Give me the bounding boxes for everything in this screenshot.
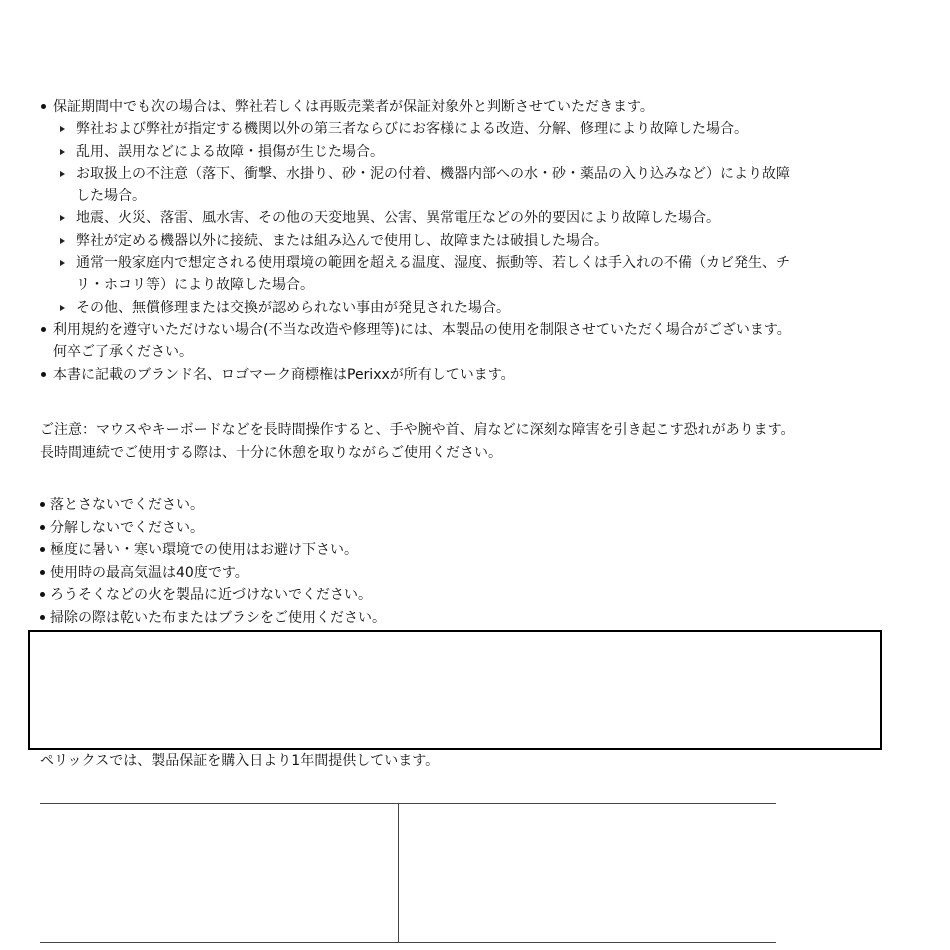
trademark-note-item — [40, 364, 800, 386]
table-column-divider — [398, 803, 399, 942]
exclusion-text: 弊社が定める機器以外に接続、または組み込んで使用し、故障または破損した場合。 — [76, 232, 608, 249]
exclusion-item — [40, 141, 800, 163]
bullet-icon — [41, 327, 46, 332]
safety-note-text: 使用時の最高気温は40度です。 — [50, 564, 249, 581]
warranty-period-text: ペリックスでは、製品保証を購入日より1年間提供しています。 — [40, 753, 440, 769]
triangle-bullet-icon — [60, 305, 65, 311]
safety-note-text: 極度に暑い・寒い環境での使用はお避け下さい。 — [50, 542, 358, 558]
bullet-icon — [41, 104, 46, 109]
triangle-bullet-icon — [60, 126, 65, 132]
bullet-icon — [40, 592, 45, 597]
safety-note-item — [40, 562, 800, 585]
safety-note-text: 掃除の際は乾いた布またはブラシをご使用ください。 — [50, 609, 386, 626]
bullet-icon — [40, 615, 45, 620]
exclusion-item — [40, 252, 800, 297]
exclusion-text: お取扱上の不注意（落下、衝撃、水掛り、砂・泥の付着、機器内部への水・砂・薬品の入り込みなど）により故障した場合。 — [76, 165, 790, 205]
exclusion-text: 乱用、誤用などによる故障・損傷が生じた場合。 — [76, 143, 384, 160]
exclusion-text: 通常一般家庭内で想定される使用環境の範囲を超える温度、湿度、振動等、若しくは手入れの不備（カビ発生、チリ・ホコリ等）により故障した場合。 — [76, 255, 790, 294]
caution-paragraph: ご注意：マウスやキーボードなどを長時間操作すると、手や腕や首、肩などに深刻な障害を引き起こす恐れがあります。長時間連続でご使用する際は、十分に休憩を取りながらご使用ください。 — [40, 422, 795, 461]
warranty-intro-item — [40, 96, 800, 118]
trademark-note-text: 本書に記載のブランド名、ロゴマーク商標権はPerixxが所有しています。 — [53, 366, 515, 383]
exclusion-item — [40, 230, 800, 252]
safety-note-item — [40, 494, 800, 517]
exclusion-item — [40, 118, 800, 140]
terms-note-text: 利用規約を遵守いただけない場合(不当な改造や修理等)には、本製品の使用を制限させていただく場合がございます。何卒ご了承ください。 — [53, 321, 791, 361]
exclusion-item — [40, 297, 800, 319]
safety-note-text: ろうそくなどの火を製品に近づけないでください。 — [50, 587, 372, 603]
table-top-rule — [40, 803, 776, 804]
safety-notes-list — [40, 494, 800, 629]
blank-bordered-box — [28, 630, 882, 750]
bullet-icon — [40, 570, 45, 575]
safety-note-item — [40, 607, 800, 630]
warranty-exclusions-section — [40, 96, 800, 386]
safety-note-text: 落とさないでください。 — [50, 497, 204, 513]
triangle-bullet-icon — [60, 215, 65, 221]
terms-note-item — [40, 319, 800, 364]
safety-note-item — [40, 539, 800, 562]
bullet-icon — [41, 372, 46, 377]
triangle-bullet-icon — [60, 238, 65, 244]
exclusion-item — [40, 207, 800, 229]
exclusion-item — [40, 163, 800, 208]
warranty-intro-text: 保証期間中でも次の場合は、弊社若しくは再販売業者が保証対象外と判断させていただきます。 — [53, 99, 654, 115]
exclusion-text: 地震、火災、落雷、風水害、その他の天変地異、公害、異常電圧などの外的要因により故障した場合。 — [76, 210, 720, 227]
bullet-icon — [40, 502, 45, 507]
exclusion-text: 弊社および弊社が指定する機関以外の第三者ならびにお客様による改造、分解、修理により故障した場合。 — [76, 121, 748, 138]
safety-note-item — [40, 517, 800, 540]
table-bottom-rule — [40, 942, 776, 943]
triangle-bullet-icon — [60, 149, 65, 155]
safety-note-item — [40, 584, 800, 607]
bullet-icon — [40, 525, 45, 530]
triangle-bullet-icon — [60, 260, 65, 266]
safety-note-text: 分解しないでください。 — [50, 519, 204, 536]
exclusion-text: その他、無償修理または交換が認められない事由が発見された場合。 — [76, 299, 510, 316]
triangle-bullet-icon — [60, 171, 65, 177]
bullet-icon — [40, 547, 45, 552]
